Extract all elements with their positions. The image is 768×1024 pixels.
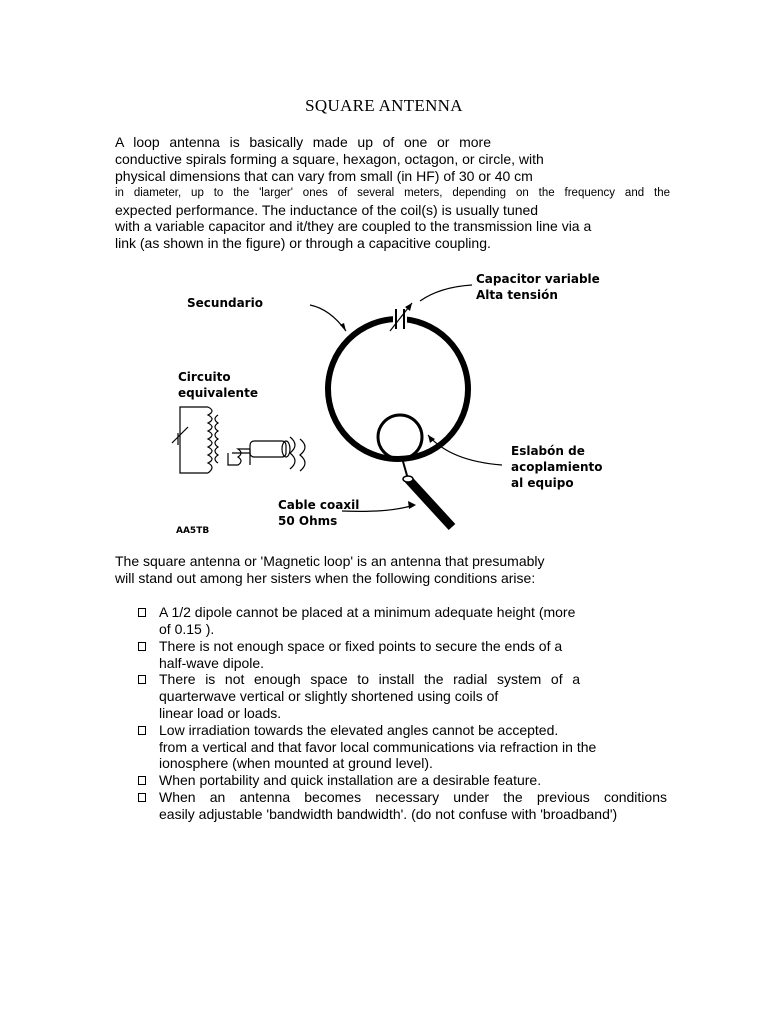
main-loop <box>328 319 468 459</box>
circuito-label-2: equivalente <box>178 386 258 400</box>
intro-line-3: physical dimensions that can vary from small (in HF) of 30 or 40 cm <box>115 168 533 184</box>
circuito-label-1: Circuito <box>178 370 231 384</box>
bullet-box-icon <box>138 793 146 802</box>
intro-line-4: in diameter, up to the 'larger' ones of several meters, depending on the frequency and the <box>115 187 670 199</box>
list-item-continuation: easily adjustable 'bandwidth bandwidth'. (do not confuse with 'broadband') <box>159 806 618 822</box>
bullet-box-icon <box>138 675 146 684</box>
cable-label-1: Cable coaxil <box>278 498 360 512</box>
list-item-continuation: half-wave dipole. <box>159 655 265 671</box>
loop-antenna-diagram <box>150 265 630 545</box>
coupling-loop <box>378 415 422 459</box>
cable-label-2: 50 Ohms <box>278 514 338 528</box>
para2-line-1: The square antenna or 'Magnetic loop' is an antenna that presumably <box>115 553 545 569</box>
eslabon-arrow <box>428 435 502 465</box>
intro-line-7: link (as shown in the figure) or through a capacitive coupling. <box>115 235 491 251</box>
page-title: SQUARE ANTENNA <box>305 96 463 115</box>
para2-line-2: will stand out among her sisters when the following conditions arise: <box>115 570 536 586</box>
coax-cable <box>408 479 452 527</box>
eslabon-label-1: Eslabón de <box>511 444 585 458</box>
bullet-box-icon <box>138 726 146 735</box>
coax-end <box>403 476 413 482</box>
intro-line-1: A loop antenna is basically made up of one or more <box>115 134 491 150</box>
eslabon-label-2: acoplamiento <box>511 460 603 474</box>
list-item-continuation: ionosphere (when mounted at ground level). <box>159 755 433 771</box>
secundario-label: Secundario <box>187 296 263 310</box>
bullet-box-icon <box>138 776 146 785</box>
equivalent-circuit <box>172 407 305 473</box>
eslabon-label-3: al equipo <box>511 476 574 490</box>
secundario-arrow <box>310 305 346 331</box>
capacitor-label-1: Capacitor variable <box>476 272 600 286</box>
list-item-continuation: of 0.15 ). <box>159 621 215 637</box>
intro-line-2: conductive spirals forming a square, hexagon, octagon, or circle, with <box>115 151 544 167</box>
list-item-continuation: from a vertical and that favor local communications via refraction in the <box>159 739 597 755</box>
capacitor-label-2: Alta tensión <box>476 288 558 302</box>
capacitor-label-arrow <box>420 285 472 301</box>
list-item-continuation: linear load or loads. <box>159 705 282 721</box>
bullet-box-icon <box>138 642 146 651</box>
intro-line-5: expected performance. The inductance of the coil(s) is usually tuned <box>115 202 539 218</box>
bullet-box-icon <box>138 608 146 617</box>
credit-label: AA5TB <box>176 526 210 536</box>
intro-line-6: with a variable capacitor and it/they are coupled to the transmission line via a <box>115 218 592 234</box>
list-item-continuation: quarterwave vertical or slightly shortened using coils of <box>159 688 499 704</box>
